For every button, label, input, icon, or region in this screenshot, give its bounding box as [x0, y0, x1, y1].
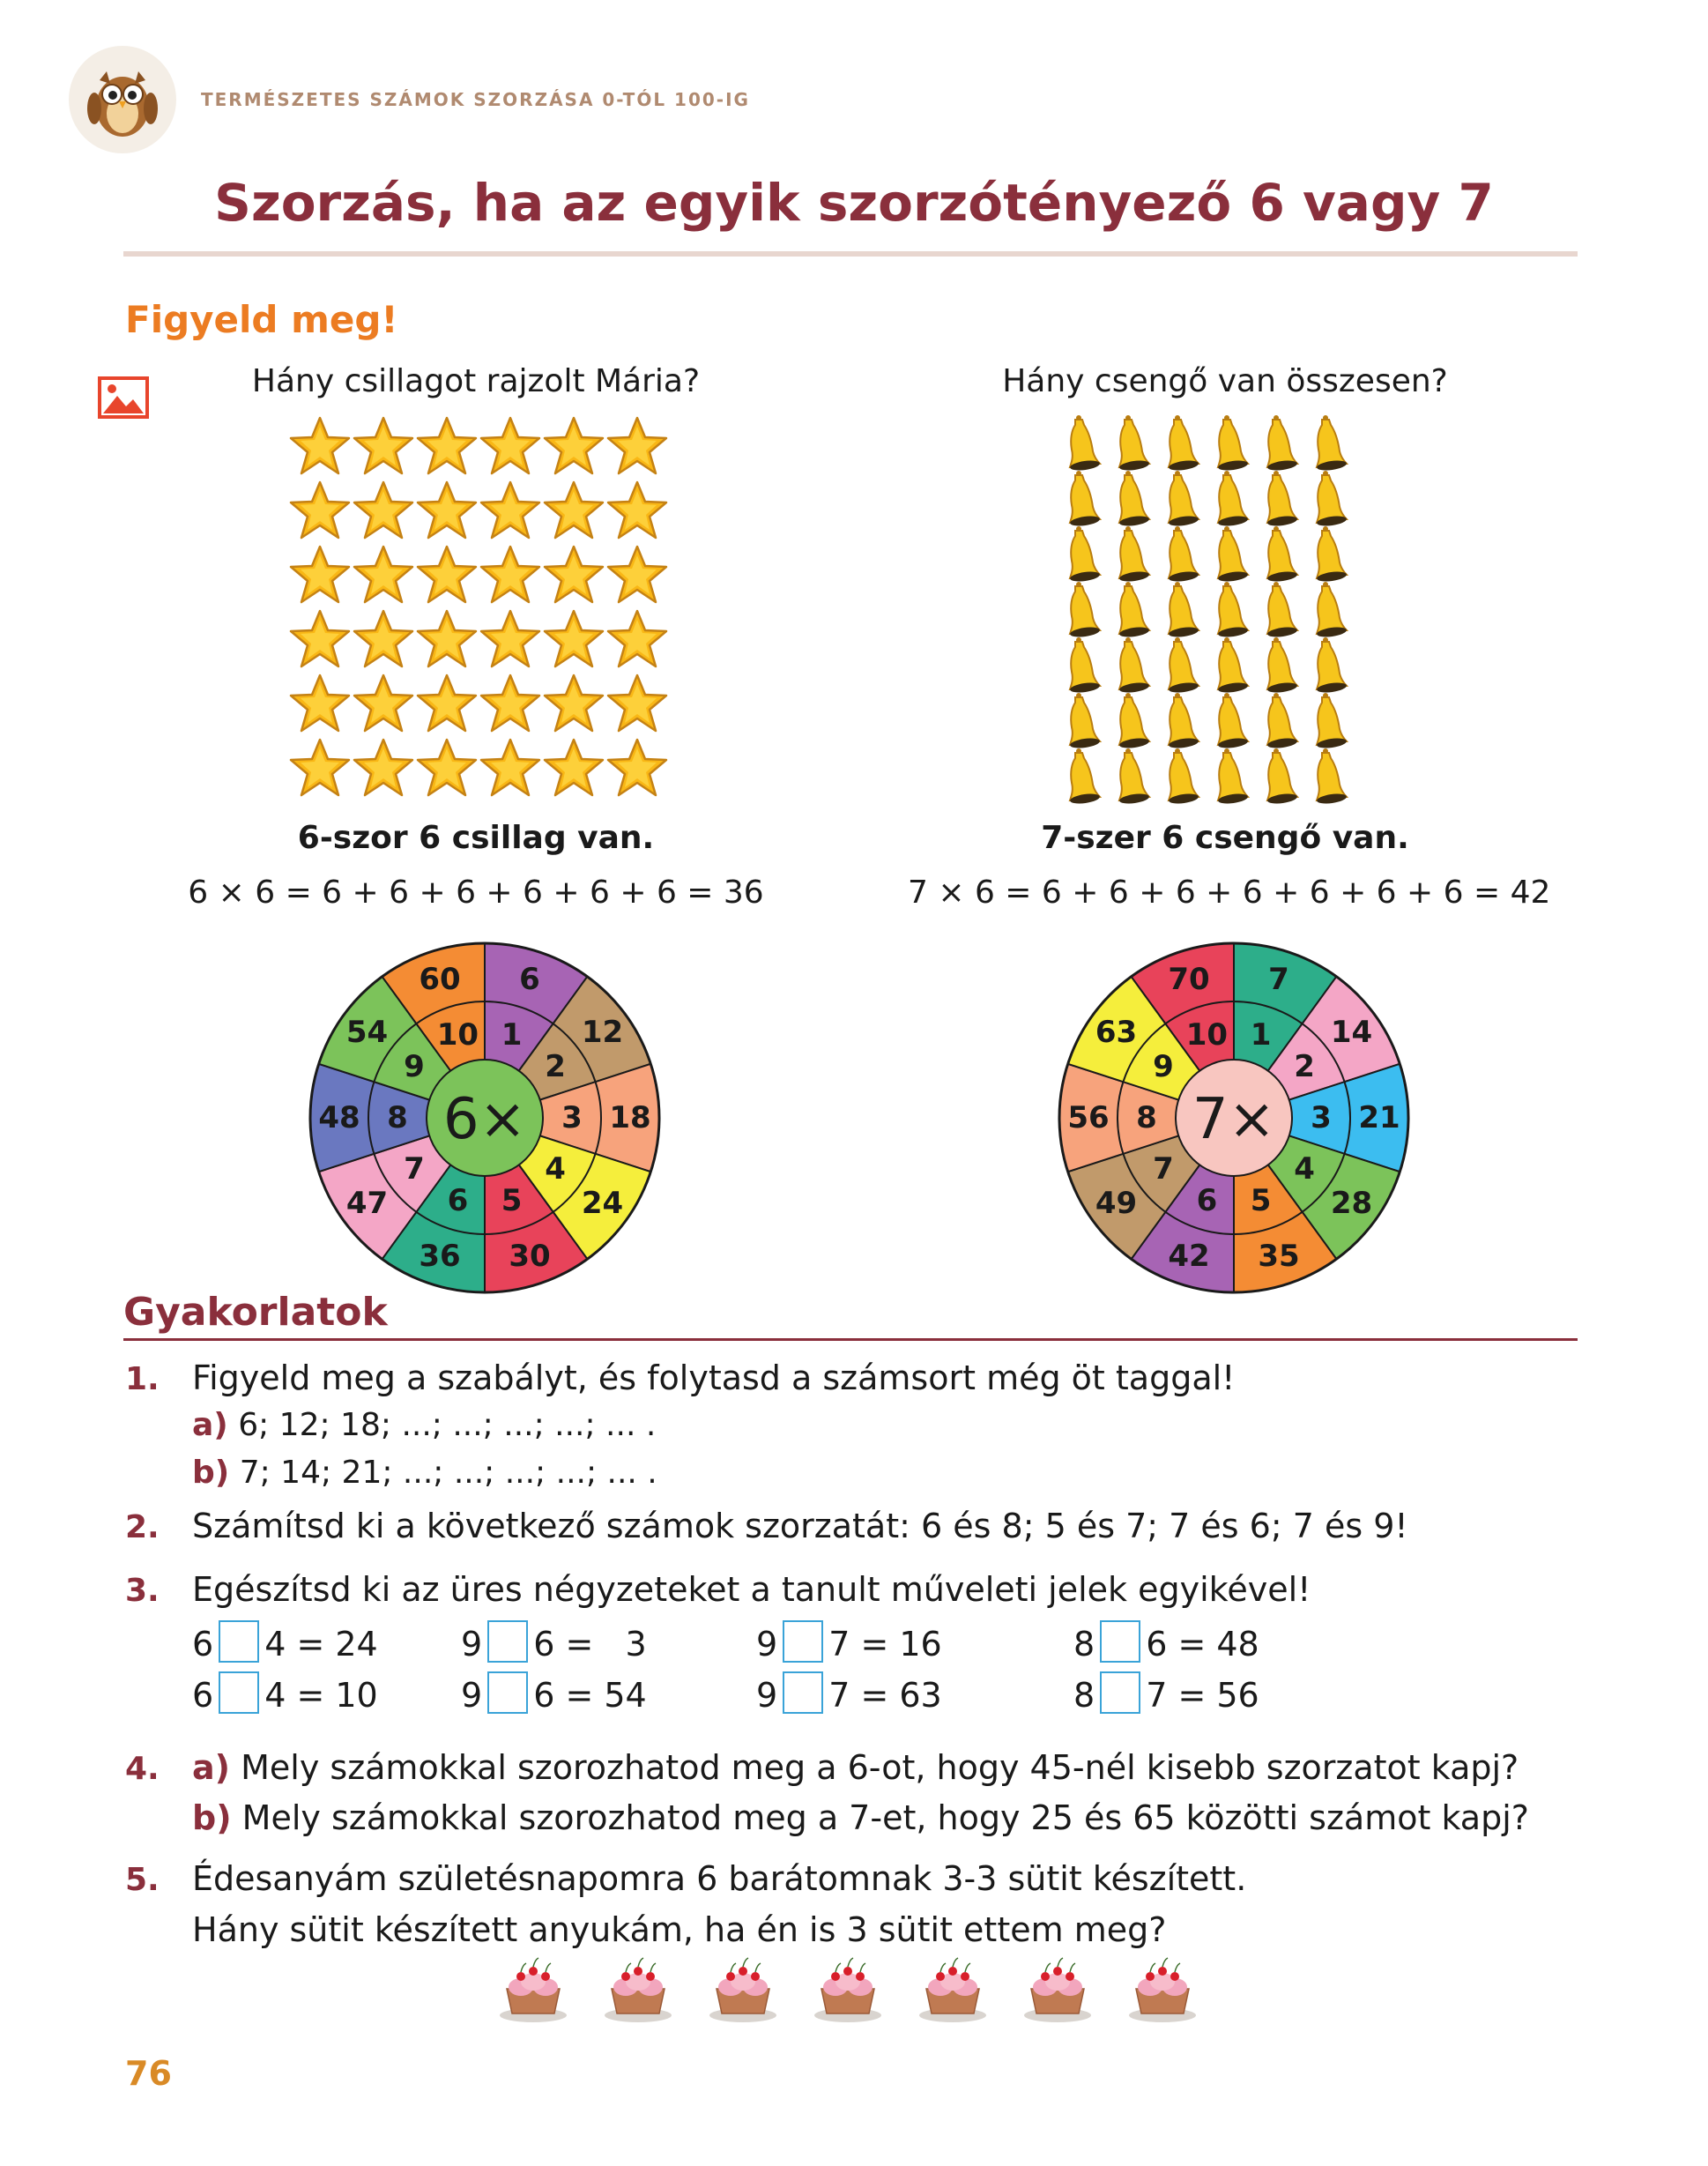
owl-icon: [78, 56, 167, 144]
exercise-1a-text: 6; 12; 18; ...; ...; ...; ...; ... .: [238, 1407, 657, 1443]
star-icon: [291, 547, 349, 602]
exercise-1b: [192, 1455, 657, 1491]
exercise-3-text: Egészítsd ki az üres négyzeteket a tanult műveleti jelek egyikével!: [192, 1570, 1311, 1609]
wheel-factor: 7: [404, 1151, 425, 1187]
answer-box[interactable]: [487, 1671, 528, 1714]
star-icon: [418, 418, 476, 473]
star-icon: [545, 482, 603, 538]
exercise-1b-text: 7; 14; 21; ...; ...; ...; ...; ... .: [239, 1455, 657, 1491]
bells-question: Hány csengő van összesen?: [1002, 363, 1448, 399]
bell-icon: [1168, 526, 1199, 583]
wheel-product: 49: [1095, 1185, 1138, 1221]
star-icon: [545, 740, 603, 795]
fill-item: 9 6 = 54: [461, 1671, 756, 1715]
star-icon: [291, 482, 349, 538]
wheel-factor: 5: [501, 1183, 523, 1219]
bell-icon: [1217, 748, 1248, 805]
wheel-product: 28: [1330, 1185, 1373, 1221]
fill-item: 8 6 = 48: [1073, 1620, 1259, 1664]
wheel-product: 60: [419, 962, 461, 998]
wheel-center-label: 7×: [1192, 1087, 1276, 1152]
star-icon: [481, 740, 539, 795]
wheel-factor: 6: [447, 1183, 469, 1219]
bell-icon: [1118, 693, 1149, 749]
star-icon: [608, 547, 666, 602]
star-icon: [354, 740, 412, 795]
star-icon: [545, 547, 603, 602]
star-icon: [291, 740, 349, 795]
bell-icon: [1316, 582, 1347, 638]
bell-icon: [1266, 582, 1297, 638]
bell-icon: [1217, 415, 1248, 472]
star-icon: [418, 740, 476, 795]
answer-box[interactable]: [219, 1671, 259, 1714]
title-divider: [123, 251, 1578, 257]
bell-icon: [1316, 471, 1347, 527]
bell-icon: [1118, 582, 1149, 638]
wheel-factor: 9: [404, 1048, 425, 1084]
star-icon: [354, 675, 412, 731]
wheel-product: 14: [1330, 1015, 1373, 1051]
exercise-5-line-1: Édesanyám születésnapomra 6 barátomnak 3-3 sütit készített.: [192, 1859, 1247, 1898]
star-icon: [481, 547, 539, 602]
bell-icon: [1069, 693, 1100, 749]
bell-icon: [1217, 693, 1248, 749]
cupcake-icon: [814, 1958, 881, 2022]
bells-caption: 7-szer 6 csengő van.: [1041, 820, 1409, 856]
stars-caption: 6-szor 6 csillag van.: [297, 820, 655, 856]
exercise-2-text: Számítsd ki a következő számok szorzatát: 6 és 8; 5 és 7; 7 és 6; 7 és 9!: [192, 1507, 1408, 1545]
bell-icon: [1217, 582, 1248, 638]
bell-icon: [1168, 471, 1199, 527]
cupcake-icon: [709, 1958, 776, 2022]
bell-icon: [1266, 471, 1297, 527]
star-icon: [291, 418, 349, 473]
stars-grid: [286, 414, 674, 802]
answer-box[interactable]: [1100, 1620, 1140, 1663]
bell-icon: [1168, 582, 1199, 638]
wheel-product: 24: [581, 1185, 624, 1221]
wheel-factor: 2: [545, 1048, 566, 1084]
wheel-factor: 10: [1185, 1016, 1229, 1053]
bell-icon: [1069, 526, 1100, 583]
wheel-factor: 10: [436, 1016, 479, 1053]
wheel-center-label: 6×: [442, 1087, 527, 1152]
bell-icon: [1266, 637, 1297, 694]
star-icon: [608, 418, 666, 473]
cupcake-icon: [605, 1958, 672, 2022]
bell-icon: [1118, 637, 1149, 694]
wheel-product: 6: [519, 962, 540, 998]
star-icon: [608, 482, 666, 538]
bell-icon: [1069, 748, 1100, 805]
star-icon: [545, 675, 603, 731]
fill-item: 6 4 = 10: [192, 1671, 461, 1715]
exercises-heading: Gyakorlatok: [123, 1290, 388, 1335]
wheel-product: 42: [1168, 1238, 1210, 1274]
wheel-product: 21: [1358, 1100, 1400, 1135]
exercise-4b-label: b): [192, 1798, 232, 1837]
fill-item: 6 4 = 24: [192, 1620, 461, 1664]
answer-box[interactable]: [487, 1620, 528, 1663]
wheel-product: 56: [1067, 1100, 1110, 1135]
wheel-product: 36: [419, 1238, 461, 1274]
exercise-3-row-1: [192, 1620, 1259, 1664]
exercise-1-text: Figyeld meg a szabályt, és folytasd a számsort még öt taggal!: [192, 1358, 1236, 1397]
bell-icon: [1266, 526, 1297, 583]
bells-equation: 7 × 6 = 6 + 6 + 6 + 6 + 6 + 6 + 6 = 42: [908, 875, 1551, 911]
page-number: 76: [125, 2054, 172, 2093]
star-icon: [608, 611, 666, 666]
owl-mascot-badge: [69, 46, 176, 153]
exercise-5-line-2: Hány sütit készített anyukám, ha én is 3 sütit ettem meg?: [192, 1910, 1167, 1949]
star-icon: [608, 740, 666, 795]
exercise-4a-label: a): [192, 1748, 231, 1787]
cupcake-icon: [500, 1958, 567, 2022]
wheel-factor: 3: [1311, 1100, 1332, 1135]
wheel-factor: 8: [387, 1100, 408, 1135]
bell-icon: [1168, 693, 1199, 749]
wheel-factor: 1: [1250, 1016, 1272, 1053]
bell-icon: [1316, 526, 1347, 583]
star-icon: [481, 675, 539, 731]
bell-icon: [1069, 415, 1100, 472]
bell-icon: [1316, 748, 1347, 805]
star-icon: [418, 547, 476, 602]
bell-icon: [1266, 748, 1297, 805]
star-icon: [545, 418, 603, 473]
exercise-1-number: 1.: [125, 1361, 160, 1397]
answer-box[interactable]: [783, 1671, 823, 1714]
wheel-product: 30: [509, 1238, 551, 1274]
wheel-product: 47: [345, 1185, 389, 1221]
observe-heading: Figyeld meg!: [125, 298, 398, 341]
exercise-2-number: 2.: [125, 1509, 160, 1545]
star-icon: [291, 611, 349, 666]
wheel-product: 12: [581, 1015, 624, 1051]
exercise-1b-label: b): [192, 1455, 230, 1491]
exercise-4b: [192, 1798, 1529, 1837]
star-icon: [354, 482, 412, 538]
bell-icon: [1168, 637, 1199, 694]
fill-item: 8 7 = 56: [1073, 1671, 1259, 1715]
wheel-factor: 6: [1196, 1183, 1218, 1219]
wheel-product: 48: [318, 1100, 360, 1135]
wheel-factor: 1: [501, 1016, 523, 1053]
exercise-4a: [192, 1748, 1519, 1787]
multiplication-wheel-7: [1049, 933, 1419, 1303]
wheel-product: 18: [609, 1100, 651, 1135]
bell-icon: [1217, 471, 1248, 527]
wheel-factor: 9: [1153, 1048, 1174, 1084]
exercises-divider: [123, 1338, 1578, 1341]
star-icon: [481, 611, 539, 666]
cupcake-icon: [1129, 1958, 1196, 2022]
bell-icon: [1069, 637, 1100, 694]
star-icon: [354, 611, 412, 666]
bell-icon: [1168, 415, 1199, 472]
wheel-factor: 2: [1294, 1048, 1315, 1084]
wheel-product: 35: [1258, 1238, 1300, 1274]
star-icon: [291, 675, 349, 731]
bell-icon: [1266, 415, 1297, 472]
stars-equation: 6 × 6 = 6 + 6 + 6 + 6 + 6 + 6 = 36: [188, 875, 764, 911]
bell-icon: [1316, 637, 1347, 694]
answer-box[interactable]: [219, 1620, 259, 1663]
stars-question: Hány csillagot rajzolt Mária?: [251, 363, 701, 399]
wheel-factor: 3: [561, 1100, 583, 1135]
bell-icon: [1266, 693, 1297, 749]
fill-item: 9 6 = 3: [461, 1620, 756, 1664]
star-icon: [354, 547, 412, 602]
cupcake-icon: [1024, 1958, 1091, 2022]
bell-icon: [1069, 471, 1100, 527]
wheel-product: 63: [1095, 1015, 1138, 1051]
fill-item: 9 7 = 63: [756, 1671, 1073, 1715]
wheel-factor: 5: [1250, 1183, 1272, 1219]
bell-icon: [1069, 582, 1100, 638]
picture-icon[interactable]: [98, 376, 149, 422]
bell-icon: [1217, 637, 1248, 694]
bells-grid: [1056, 413, 1355, 818]
wheel-factor: 4: [1294, 1151, 1315, 1187]
wheel-product: 54: [345, 1015, 389, 1051]
exercise-3-row-2: [192, 1671, 1259, 1715]
star-icon: [545, 611, 603, 666]
bell-icon: [1118, 415, 1149, 472]
star-icon: [418, 482, 476, 538]
exercise-4a-text: Mely számokkal szorozhatod meg a 6-ot, hogy 45-nél kisebb szorzatot kapj?: [241, 1748, 1519, 1787]
star-icon: [418, 611, 476, 666]
bell-icon: [1168, 748, 1199, 805]
exercise-4-number: 4.: [125, 1751, 160, 1787]
page-title: Szorzás, ha az egyik szorzótényező 6 vagy 7: [214, 173, 1494, 233]
running-head: TERMÉSZETES SZÁMOK SZORZÁSA 0-TÓL 100-IG: [201, 89, 750, 110]
wheel-factor: 4: [545, 1151, 566, 1187]
exercise-1a-label: a): [192, 1407, 228, 1443]
bell-icon: [1316, 693, 1347, 749]
wheel-factor: 8: [1136, 1100, 1157, 1135]
star-icon: [418, 675, 476, 731]
star-icon: [354, 418, 412, 473]
star-icon: [481, 418, 539, 473]
bell-icon: [1316, 415, 1347, 472]
bell-icon: [1217, 526, 1248, 583]
answer-box[interactable]: [1100, 1671, 1140, 1714]
fill-item: 9 7 = 16: [756, 1620, 1073, 1664]
bell-icon: [1118, 471, 1149, 527]
exercise-3-number: 3.: [125, 1573, 160, 1609]
answer-box[interactable]: [783, 1620, 823, 1663]
bell-icon: [1118, 748, 1149, 805]
bell-icon: [1118, 526, 1149, 583]
exercise-4b-text: Mely számokkal szorozhatod meg a 7-et, hogy 25 és 65 közötti számot kapj?: [241, 1798, 1529, 1837]
wheel-product: 70: [1168, 962, 1210, 998]
cupcake-icon: [919, 1958, 986, 2022]
cupcakes-row: [494, 1946, 1216, 2026]
exercise-1a: [192, 1407, 656, 1443]
star-icon: [608, 675, 666, 731]
wheel-factor: 7: [1153, 1151, 1174, 1187]
exercise-5-number: 5.: [125, 1862, 160, 1898]
star-icon: [481, 482, 539, 538]
wheel-product: 7: [1268, 962, 1289, 998]
multiplication-wheel-6: [300, 933, 670, 1303]
